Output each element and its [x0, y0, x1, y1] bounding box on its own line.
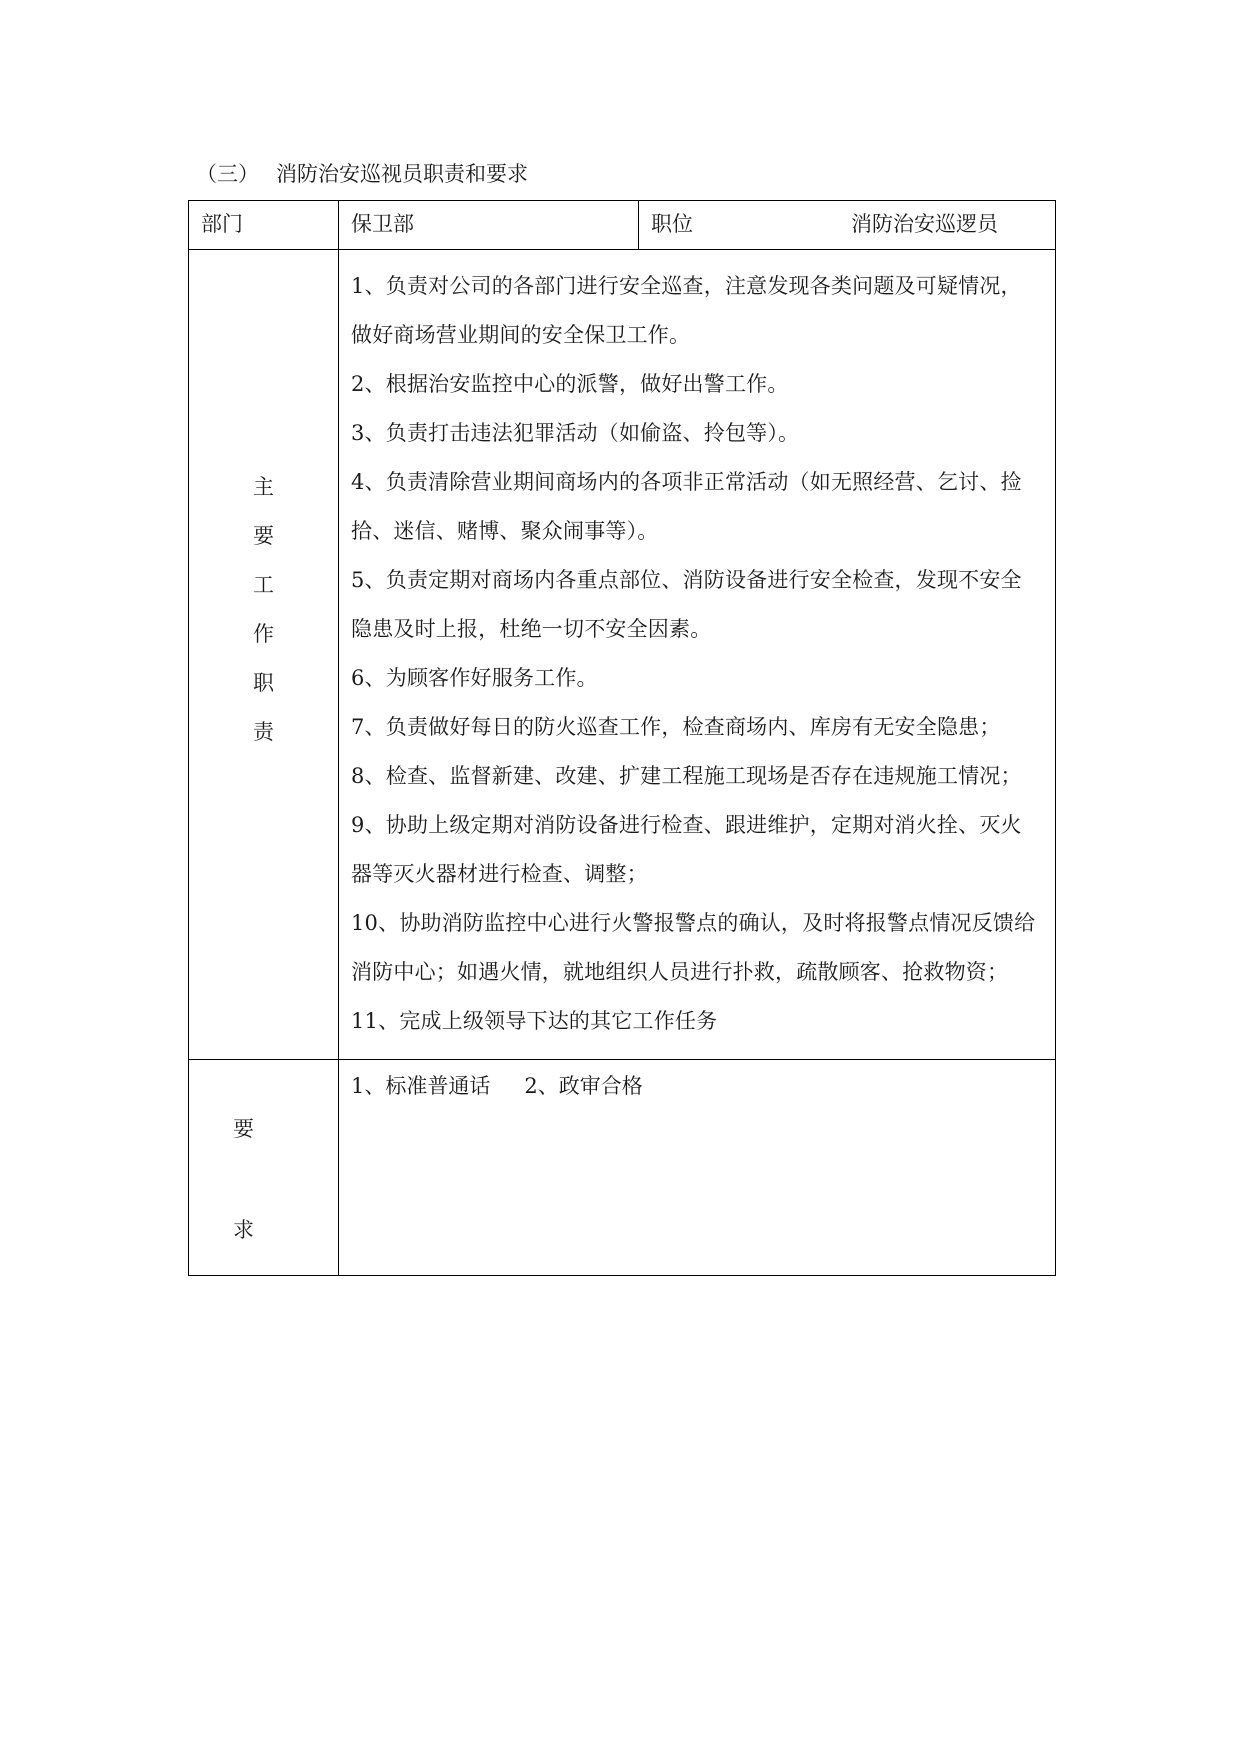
- position-value: 消防治安巡逻员: [851, 212, 998, 236]
- requirements-row: [189, 1060, 1056, 1276]
- duty-line: 器等灭火器材进行检查、调整；: [351, 862, 648, 886]
- dept-label: 部门: [201, 212, 243, 236]
- requirements-content-cell: [339, 1060, 1056, 1276]
- dept-label-cell: [189, 201, 339, 250]
- duty-line: 隐患及时上报，杜绝一切不安全因素。: [351, 617, 712, 641]
- duties-label-char: 工: [253, 572, 274, 597]
- requirements-label-cell: [189, 1060, 339, 1276]
- duty-line: 8、检查、监督新建、改建、扩建工程施工现场是否存在违规施工情况；: [351, 764, 1022, 788]
- header-row: [189, 201, 1056, 250]
- dept-value-cell: [339, 201, 639, 250]
- duty-line: 7、负责做好每日的防火巡查工作，检查商场内、库房有无安全隐患；: [351, 715, 1001, 739]
- position-cell: [639, 201, 1056, 250]
- duty-line: 10、协助消防监控中心进行火警报警点的确认，及时将报警点情况反馈给: [351, 911, 1036, 935]
- section-title: 消防治安巡视员职责和要求: [276, 162, 528, 186]
- duty-line: 3、负责打击违法犯罪活动（如偷盗、拎包等）。: [351, 421, 800, 445]
- duty-line: 5、负责定期对商场内各重点部位、消防设备进行安全检查，发现不安全: [351, 568, 1022, 592]
- duties-label-char: 要: [253, 523, 274, 548]
- duty-line: 消防中心；如遇火情，就地组织人员进行扑救，疏散顾客、抢救物资；: [351, 960, 1009, 984]
- duties-table: [188, 200, 1056, 1276]
- dept-value: 保卫部: [351, 212, 414, 236]
- duties-label-cell: [189, 250, 339, 1060]
- position-label: 职位: [651, 212, 693, 236]
- duty-line: 11、完成上级领导下达的其它工作任务: [351, 1009, 718, 1033]
- requirement-item: 1、标准普通话: [351, 1074, 491, 1098]
- duties-content-cell: [339, 250, 1056, 1060]
- section-heading: [196, 160, 528, 188]
- requirements-label-char: 要: [233, 1117, 254, 1141]
- section-number: （三）: [196, 162, 259, 186]
- requirements-label-char: 求: [233, 1218, 254, 1242]
- duty-line: 4、负责清除营业期间商场内的各项非正常活动（如无照经营、乞讨、捡: [351, 470, 1022, 494]
- duty-line: 2、根据治安监控中心的派警，做好出警工作。: [351, 372, 789, 396]
- duties-label-char: 主: [253, 474, 274, 499]
- duty-line: 1、负责对公司的各部门进行安全巡查，注意发现各类问题及可疑情况，: [351, 274, 1022, 298]
- duty-line: 6、为顾客作好服务工作。: [351, 666, 598, 690]
- requirement-item: 2、政审合格: [524, 1074, 643, 1098]
- duty-line: 做好商场营业期间的安全保卫工作。: [351, 323, 691, 347]
- duties-row: [189, 250, 1056, 1060]
- duties-label-char: 责: [253, 719, 274, 744]
- duty-line: 9、协助上级定期对消防设备进行检查、跟进维护，定期对消火拴、灭火: [351, 813, 1022, 837]
- duty-line: 拾、迷信、赌博、聚众闹事等）。: [351, 519, 659, 543]
- duties-label-char: 职: [253, 670, 274, 695]
- duties-label-char: 作: [253, 621, 274, 646]
